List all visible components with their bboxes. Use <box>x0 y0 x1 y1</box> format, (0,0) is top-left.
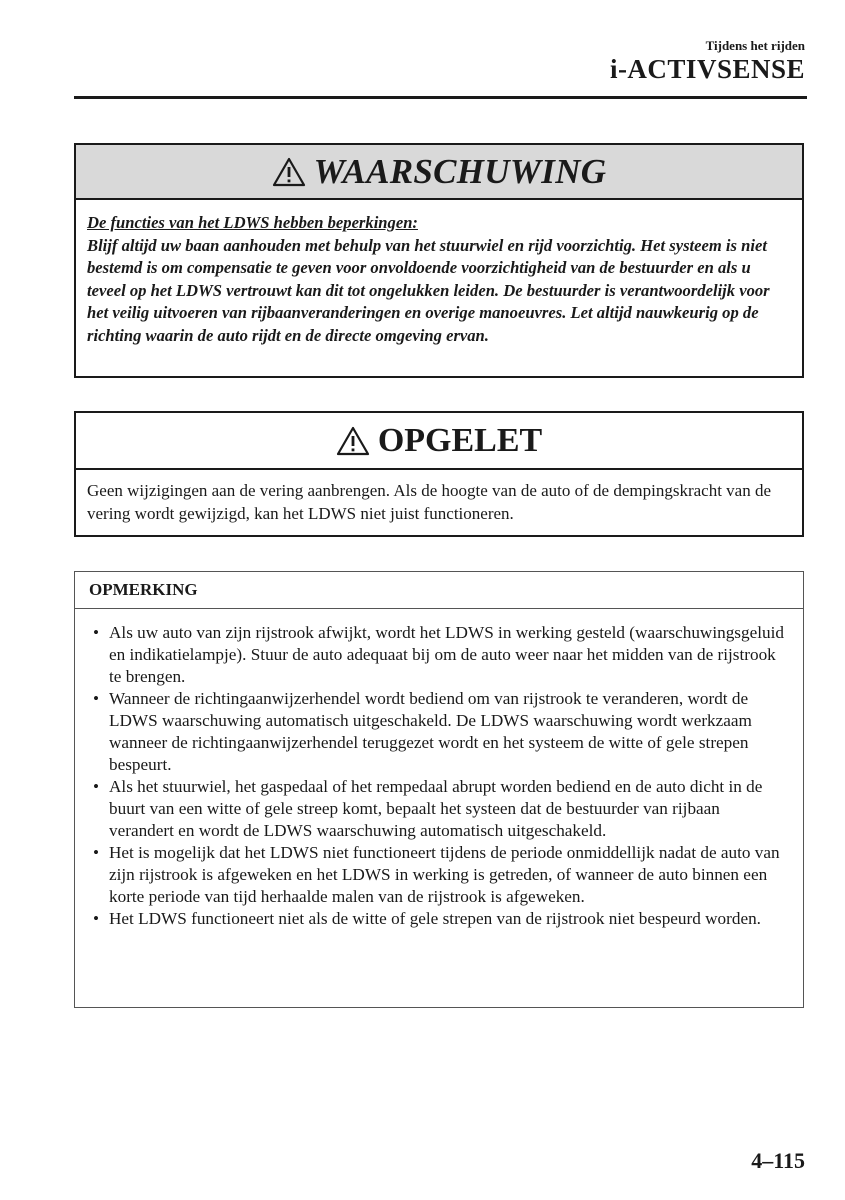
caution-box <box>74 411 804 537</box>
warning-box <box>74 143 804 378</box>
list-item-text: Het LDWS functioneert niet als de witte of gele strepen van de rijstrook niet bespeurd worden. <box>109 909 761 928</box>
bullet-icon: • <box>93 777 100 796</box>
bullet-icon: • <box>93 623 100 642</box>
warning-triangle-icon <box>336 426 370 456</box>
note-heading: OPMERKING <box>75 572 803 609</box>
header-rule <box>74 96 807 99</box>
warning-body <box>76 200 802 347</box>
caution-heading: OPGELET <box>377 421 543 459</box>
list-item <box>89 908 789 930</box>
warning-header <box>76 145 802 200</box>
header-section: Tijdens het rijden <box>705 38 805 53</box>
list-item-text: Het is mogelijk dat het LDWS niet functioneert tijdens de periode onmiddellijk nadat de auto van zijn rijstrook is afgeweken en het LDWS in werking is getreden, of wanneer de auto binnen een korte periode van tijd herhaalde malen van de rijstrook is afgeweken. <box>109 843 780 906</box>
warning-subheading: De functies van het LDWS hebben beperkingen: <box>87 213 418 232</box>
page-number: 4–115 <box>751 1148 805 1173</box>
list-item <box>89 688 789 776</box>
bullet-icon: • <box>93 689 100 708</box>
warning-heading: WAARSCHUWING <box>313 151 607 191</box>
list-item <box>89 776 789 842</box>
warning-triangle-icon <box>272 157 306 187</box>
page-title: i-ACTIVSENSE <box>609 54 805 84</box>
caution-header <box>76 413 802 470</box>
list-item <box>89 622 789 688</box>
list-item-text: Als het stuurwiel, het gaspedaal of het rempedaal abrupt worden bediend en de auto dicht in de buurt van een witte of gele streep komt, bepaalt het systeen dat de bestuurder van rijbaan verandert en wordt de LDWS waarschuwing automatisch uitgeschakeld. <box>109 777 763 840</box>
list-item-text: Als uw auto van zijn rijstrook afwijkt, wordt het LDWS in werking gesteld (waarschuwingsgeluid en indikatielampje). Stuur de auto adequaat bij om de auto weer naar het midden van de rijstrook te brengen. <box>109 623 784 686</box>
caution-text: Geen wijzigingen aan de vering aanbrengen. Als de hoogte van de auto of de dempingskracht van de vering wordt gewijzigd, kan het LDWS niet juist functioneren. <box>87 481 772 523</box>
bullet-icon: • <box>93 909 100 928</box>
bullet-icon: • <box>93 843 100 862</box>
note-box <box>74 571 804 1008</box>
warning-text: Blijf altijd uw baan aanhouden met behulp van het stuurwiel en rijd voorzichtig. Het systeem is niet bestemd is om compensatie te geven voor onvoldoende voorzichtigheid van de bestuurder en als u teveel op het LDWS vertrouwt kan dit tot ongelukken leiden. De bestuurder is verantwoordelijk voor het veilig uitvoeren van rijbaanveranderingen en overige manoeuvres. Let altijd nauwkeurig op de richting waarin de auto rijdt en de directe omgeving ervan. <box>87 235 770 345</box>
list-item <box>89 842 789 908</box>
list-item-text: Wanneer de richtingaanwijzerhendel wordt bediend om van rijstrook te veranderen, wordt de LDWS waarschuwing automatisch uitgeschakeld. De LDWS waarschuwing wordt werkzaam wanneer de richtingaanwijzerhendel teruggezet wordt en het systeem de witte of gele strepen bespeurt. <box>109 689 752 774</box>
note-list <box>75 609 803 930</box>
